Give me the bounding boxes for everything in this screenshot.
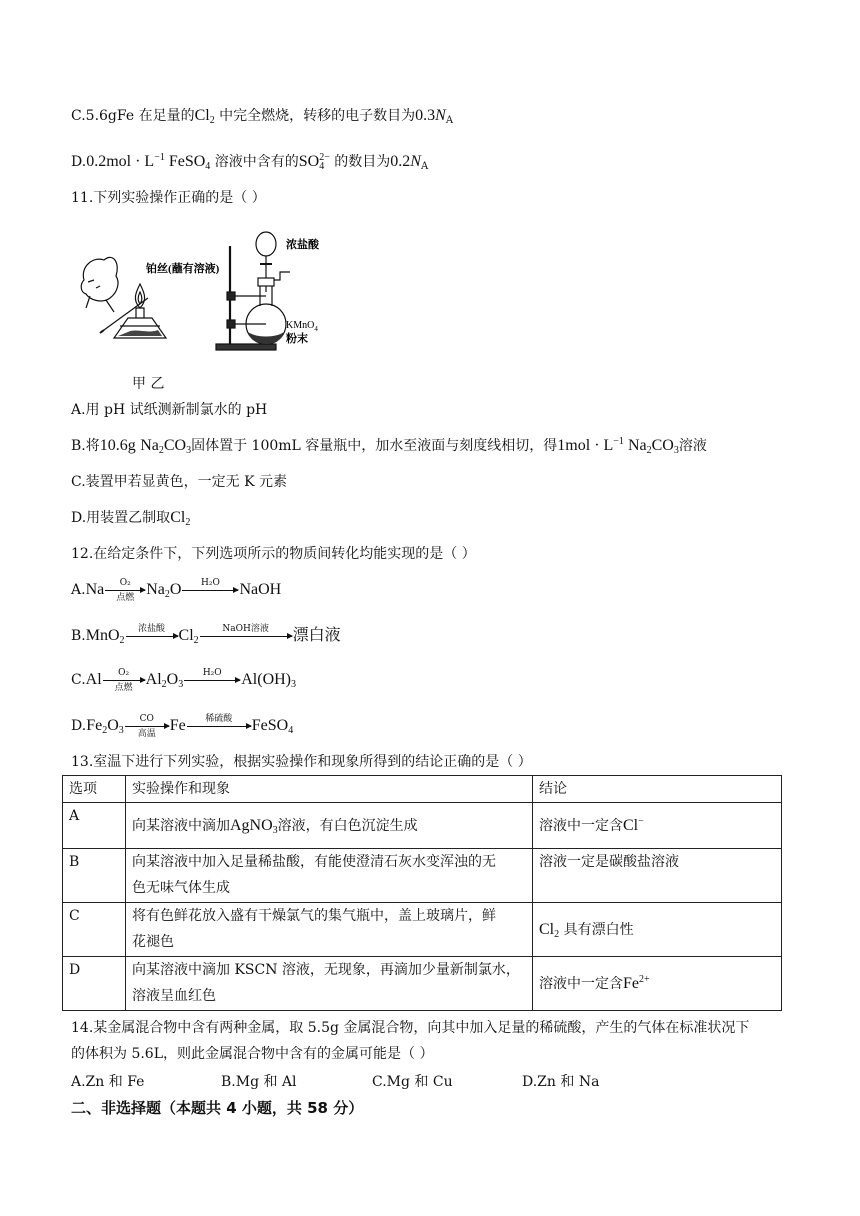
condition-bottom: 点燃 [114, 682, 133, 693]
apparatus-figure [70, 222, 340, 360]
chem-na: Na [627, 437, 647, 454]
condition-top: NaOH溶液 [222, 623, 269, 634]
condition-top: 稀硫酸 [205, 713, 233, 724]
sub: 4 [314, 325, 318, 333]
sub: 2 [164, 589, 170, 600]
arrow [200, 623, 292, 637]
q12-option-a [71, 577, 282, 603]
condition-top: CO [139, 713, 154, 724]
text: 溶液呈血红色 [132, 988, 216, 1004]
value: 10.6g [99, 437, 136, 454]
row-conclusion [533, 957, 782, 1011]
q11-figure-caption: 甲 乙 [132, 376, 165, 392]
condition-top: O₂ [118, 667, 130, 678]
q12-option-d [71, 713, 294, 739]
row-operation [126, 803, 533, 849]
label-powder: 粉末 [286, 333, 308, 345]
sub: 2 [161, 679, 167, 690]
sub: 3 [178, 679, 184, 690]
row-operation [126, 849, 533, 903]
chem: Cl [539, 920, 555, 938]
kmno4-text: KMnO [286, 320, 315, 331]
sub: 2 [119, 635, 125, 646]
row-conclusion [533, 803, 782, 849]
text: 溶液中一定含 [539, 975, 623, 992]
sup: −1 [154, 152, 165, 163]
sub: 2 [554, 928, 560, 940]
row-conclusion [533, 903, 782, 957]
text: 溶液，有白色沉淀生成 [277, 817, 418, 834]
sup: −1 [613, 436, 624, 447]
label: B. [71, 628, 86, 644]
species: O [107, 717, 119, 734]
label-platinum-wire: 铂丝(蘸有溶液) [146, 263, 220, 275]
q13-stem: 13.室温下进行下列实验，根据实验操作和现象所得到的结论正确的是（ ） [71, 754, 532, 770]
condition-bottom: 高温 [137, 728, 156, 739]
text: 固体置于 100mL 容量瓶中，加水至液面与刻度线相切，得 [191, 438, 558, 454]
q14-stem-line1: 14.某金属混合物中含有两种金属，取 5.5g 金属混合物，向其中加入足量的稀硫酸，产生的气体在标准状况下 [71, 1020, 750, 1036]
arrow [184, 667, 240, 681]
species: Cl [178, 627, 194, 644]
arrow [187, 713, 251, 727]
row-option: D [63, 957, 126, 1011]
sub: 3 [118, 725, 124, 736]
chem-cl: Cl [170, 509, 186, 526]
q12-option-c [71, 667, 296, 693]
label: D. [71, 154, 87, 170]
species: Na [146, 581, 165, 598]
q14-option-b: B.Mg 和 Al [221, 1074, 297, 1090]
row-option: C [63, 903, 126, 957]
sub: 4 [288, 725, 294, 736]
sub: 2 [158, 445, 164, 456]
arrow [125, 713, 169, 739]
species: Fe [86, 717, 103, 734]
table-row [63, 957, 782, 1011]
arrow [182, 577, 238, 591]
species: FeSO [251, 717, 289, 734]
q12-option-b [71, 623, 341, 646]
row-operation [126, 903, 533, 957]
sup: − [638, 815, 644, 827]
text: 溶液中含有的 [210, 154, 299, 170]
header-operation: 实验操作和现象 [126, 776, 533, 803]
sup: 2− [319, 152, 330, 163]
q14-option-c: C.Mg 和 Cu [372, 1074, 453, 1090]
q11-option-d [71, 508, 190, 528]
condition-top: H₂O [202, 667, 222, 678]
table-row [63, 903, 782, 957]
value: 0.3 [415, 107, 436, 124]
condition-top: 浓盐酸 [138, 623, 166, 634]
value: 0.2 [390, 153, 411, 170]
sub: 4 [319, 161, 325, 172]
species: Fe [169, 717, 186, 734]
species: Al [145, 671, 162, 688]
condition-bottom: 点燃 [116, 592, 135, 603]
header-conclusion: 结论 [533, 776, 782, 803]
species: Al [85, 671, 102, 688]
sub: 3 [291, 679, 296, 690]
text: 色无味气体生成 [132, 880, 230, 896]
sub: A [420, 161, 429, 172]
q14-stem-line2: 的体积为 5.6L，则此金属混合物中含有的金属可能是（ ） [71, 1046, 434, 1062]
label-conc-hcl: 浓盐酸 [286, 239, 319, 251]
chem-co: CO [163, 437, 187, 454]
text: 具有漂白性 [563, 921, 634, 938]
text: 花褪色 [132, 934, 174, 950]
arrow [126, 623, 178, 637]
q14-option-a: A.Zn 和 Fe [71, 1074, 145, 1090]
species: 漂白液 [292, 627, 341, 644]
chem-feso4: FeSO [168, 153, 206, 170]
species: Al(OH) [241, 671, 291, 688]
condition-top: H₂O [201, 577, 220, 588]
label: C. [71, 672, 86, 688]
chem: AgNO [230, 816, 273, 834]
text: 将有色鲜花放入盛有干燥氯气的集气瓶中，盖上玻璃片，鲜 [132, 908, 496, 924]
condition-top: O₂ [119, 577, 131, 588]
label: D. [71, 718, 87, 734]
section-heading: 二、非选择题（本题共 4 小题，共 58 分） [71, 1099, 364, 1117]
text: 中完全燃烧，转移的电子数目为 [214, 108, 416, 124]
text: 向某溶液中滴加 KSCN 溶液，无现象，再滴加少量新制氯水， [132, 962, 520, 978]
species: MnO [85, 627, 120, 644]
arrow [103, 667, 145, 693]
sub: 2 [185, 517, 191, 528]
species: Na [85, 581, 105, 598]
text: B.将 [71, 438, 100, 454]
sub: 3 [272, 824, 278, 836]
text: 向某溶液中滴加 [132, 817, 230, 834]
label: A. [71, 582, 86, 598]
arrow [105, 577, 145, 603]
text: 溶液 [678, 438, 707, 454]
sub: 4 [205, 161, 211, 172]
text: 的数目为 [329, 154, 391, 170]
text: C.5.6gFe 在足量的 [71, 108, 195, 124]
row-conclusion: 溶液一定是碳酸盐溶液 [533, 849, 782, 903]
q10-option-c [71, 106, 453, 126]
q11-option-a: A.用 pH 试纸测新制氯水的 pH [71, 402, 268, 418]
q11-stem: 11.下列实验操作正确的是（ ） [71, 190, 266, 206]
conc: 1mol · L [557, 437, 614, 454]
sub: 2 [646, 445, 652, 456]
table-header-row [63, 776, 782, 803]
row-option: B [63, 849, 126, 903]
row-option: A [63, 803, 126, 849]
row-operation [126, 957, 533, 1011]
chem: Fe [623, 974, 639, 992]
species: O [169, 581, 182, 598]
q14-option-d: D.Zn 和 Na [522, 1074, 600, 1090]
table-row [63, 803, 782, 849]
q10-option-d [71, 152, 428, 172]
sub: 2 [102, 725, 108, 736]
avogadro-n: N [435, 107, 446, 124]
q11-option-b [71, 436, 707, 456]
table-row [63, 849, 782, 903]
q13-table [62, 775, 782, 1011]
q11-figure [70, 222, 340, 360]
text: 溶液中一定含 [539, 817, 623, 834]
sub: 3 [673, 445, 679, 456]
q12-stem: 12.在给定条件下，下列选项所示的物质间转化均能实现的是（ ） [71, 546, 476, 562]
species: NaOH [239, 581, 282, 598]
sub: A [445, 115, 454, 126]
sup: 2+ [639, 973, 650, 985]
avogadro-n: N [410, 153, 421, 170]
text: 向某溶液中加入足量稀盐酸，有能使澄清石灰水变浑浊的无 [132, 854, 496, 870]
sub: 3 [186, 445, 192, 456]
header-option: 选项 [63, 776, 126, 803]
conc: 0.2mol · L [86, 153, 155, 170]
chem: Cl [623, 816, 639, 834]
text: D.用装置乙制取 [71, 510, 171, 526]
sub: 2 [193, 635, 199, 646]
sub: 2 [209, 115, 215, 126]
species: O [166, 671, 179, 688]
label-kmno4 [286, 320, 318, 333]
chem-na: Na [140, 437, 159, 454]
chem-co: CO [651, 437, 674, 454]
q11-option-c: C.装置甲若显黄色，一定无 K 元素 [71, 474, 288, 490]
chem-so4: SO [298, 153, 320, 170]
chem-cl: Cl [194, 107, 210, 124]
